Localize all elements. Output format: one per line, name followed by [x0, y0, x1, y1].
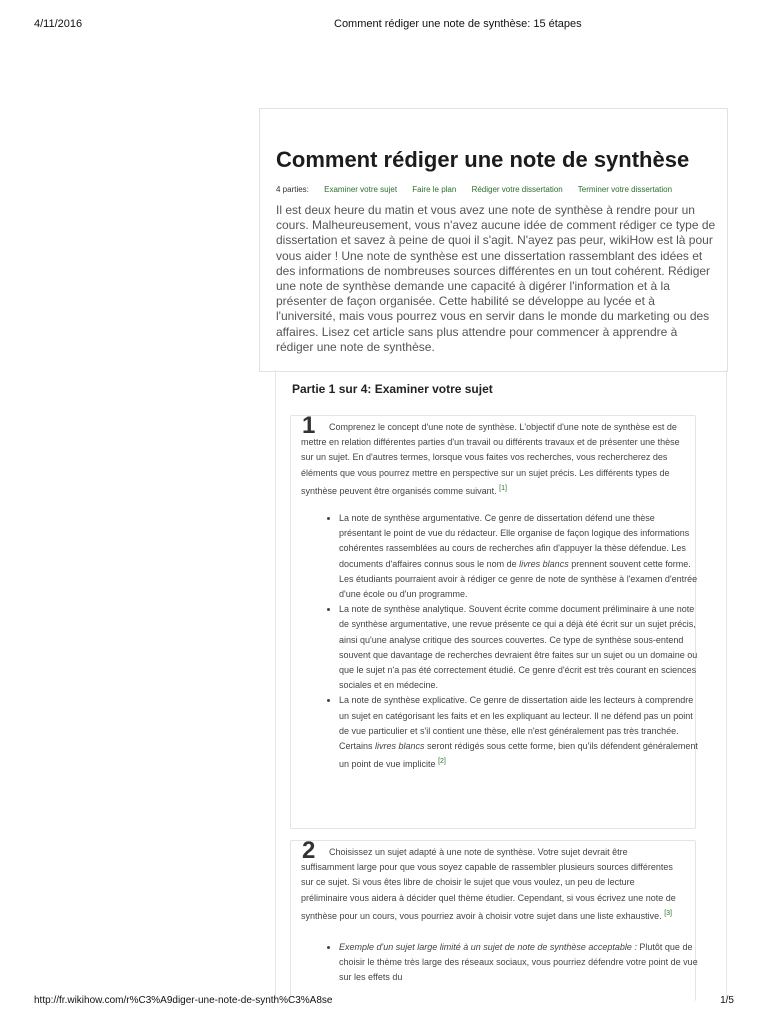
- page-number: 1/5: [720, 995, 734, 1006]
- part-link-plan[interactable]: Faire le plan: [412, 185, 457, 194]
- step-bullets: [321, 511, 699, 772]
- part-link-rediger[interactable]: Rédiger votre dissertation: [471, 185, 563, 194]
- bullet-item: • La note de synthèse explicative. Ce genre de dissertation aide les lecteurs à comprendre un sujet en catégorisant les faits et en les expliquant au lecteur. Il ne défend pas un point de vue particulier et s'il contient une thèse, elle n'est généralement pas très tranchée. Certains livres blancs seront rédigés sous cette forme, bien qu'ils défendent généralement un point de vue implicite [2]: [339, 693, 699, 772]
- part-link-terminer[interactable]: Terminer votre dissertation: [577, 185, 673, 194]
- step-bullets: [321, 940, 699, 986]
- step-text: Choisissez un sujet adapté à une note de synthèse. Votre sujet devrait être suffisamment large pour que vous soyez capable de rassembler plusieurs sources différentes sur ce sujet. Si vous êtes libre de choisir le sujet que vous voulez, un peu de lecture préliminaire vous aidera à décider quel thème étudier. Cependant, si vous écrivez une note de synthèse pour un cours, vous pourriez avoir à choisir votre sujet dans une liste exhaustive. [3]: [301, 847, 676, 921]
- bullet-item: • La note de synthèse argumentative. Ce genre de dissertation défend une thèse présentant le point de vue du rédacteur. Elle organise de façon logique des informations cohérentes rassemblées au cours de recherches afin d'appuyer la thèse défendue. Les documents d'affaires connus sous le nom de livres blancs prennent souvent cette forme. Les étudiants pourraient avoir à rédiger ce genre de note de synthèse à l'examen d'entrée d'une école ou d'un programme.: [339, 511, 699, 602]
- part-link-examiner[interactable]: Examiner votre sujet: [324, 185, 398, 194]
- bullet-item: • La note de synthèse analytique. Souvent écrite comme document préliminaire à une note de synthèse argumentative, une revue présente ce qui a déjà été écrit sur un sujet précis, ainsi qu'une analyse critique des sources couvertes. Ce type de synthèse sous-entend souvent que davantage de recherches devraient être faites sur un sujet ou un domaine ou que le sujet n'a pas été correctement étudié. Ce genre d'écrit est très courant en sciences sociales et en médecine.: [339, 602, 699, 693]
- step-number: 1: [302, 412, 316, 439]
- parts-nav: [276, 185, 685, 194]
- print-url: http://fr.wikihow.com/r%C3%A9diger-une-note-de-synth%C3%A8se: [34, 995, 333, 1006]
- article-header-card: [259, 108, 728, 372]
- section-heading: Partie 1 sur 4: Examiner votre sujet: [292, 382, 493, 396]
- article-intro: Il est deux heure du matin et vous avez une note de synthèse à rendre pour un cours. Malheureusement, vous n'avez aucune idée de comment rédiger ce type de dissertation et savez à peine de quoi il s'agit. N'ayez pas peur, wikiHow est là pour vous aider ! Une note de synthèse est une dissertation rassemblant des idées et des informations de nombreuses sources différentes en un tout cohérent. Rédiger une note de synthèse demande une capacité à digérer l'information et à la présenter de façon organisée. Cette habilité se développe au lycée et à l'université, mais vous pourrez vous en servir dans le monde du marketing ou des affaires. Lisez cet article sans plus attendre pour commencer à apprendre à rédiger une note de synthèse.: [276, 203, 716, 354]
- bullet-item: • Exemple d'un sujet large limité à un sujet de note de synthèse acceptable : Plutôt que de choisir le thème très large des réseaux sociaux, vous pourriez défendre votre point de vue sur les effets du: [339, 940, 699, 986]
- step-number: 2: [302, 837, 316, 864]
- parts-label: 4 parties:: [276, 185, 309, 194]
- print-footer: [34, 995, 734, 1011]
- print-header: [34, 18, 734, 34]
- reference-link[interactable]: [2]: [438, 758, 446, 766]
- reference-link[interactable]: [3]: [664, 909, 673, 917]
- print-date: 4/11/2016: [34, 18, 83, 30]
- print-page-title: Comment rédiger une note de synthèse: 15 étapes: [334, 18, 582, 30]
- step-2: [290, 837, 698, 1001]
- reference-link[interactable]: [1]: [499, 484, 507, 492]
- step-1: [290, 412, 698, 829]
- step-text: Comprenez le concept d'une note de synthèse. L'objectif d'une note de synthèse est de mettre en relation différentes parties d'un travail ou différents travaux et de présenter une thèse sur un sujet. En d'autres termes, lorsque vous faites vos recherches, vous rechercherez des éléments que vous pourrez mettre en perspective sur un sujet précis. Les différents types de synthèse peuvent être organisés comme suivant. [1]: [301, 422, 680, 496]
- article-title: Comment rédiger une note de synthèse: [276, 147, 690, 172]
